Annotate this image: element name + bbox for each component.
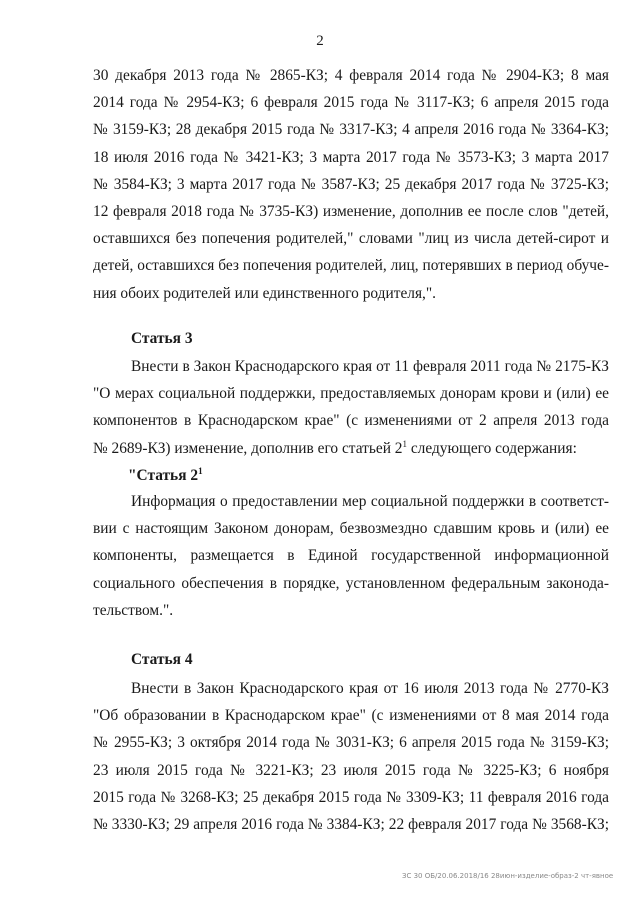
text-line: "О мерах социальной поддержки, предоставляемых донорам крови и (или) ее [93,385,609,403]
page-number: 2 [316,33,324,49]
sub-article-paragraph [93,488,609,624]
text-line: тельством.". [93,601,174,619]
text-line [93,435,609,462]
text-line: компоненты, размещается в Единой государственной информационной [93,547,609,565]
text-line: № 3584-КЗ; 3 марта 2017 года № 3587-КЗ; 25 декабря 2017 года № 3725-КЗ; [93,175,609,193]
text-line: Внести в Закон Краснодарского края от 16 июля 2013 года № 2770-КЗ [131,680,609,697]
text-fragment: № 2689-КЗ) изменение, дополнив его статьей 2 [93,439,403,457]
text-fragment: следующего содержания: [406,439,577,457]
text-line: детей, оставшихся без попечения родителей, лиц, потерявших в период обуче- [93,257,609,275]
text-line: Информация о предоставлении мер социальной поддержки в соответст- [131,493,609,510]
document-footer: ЗС 30 ОБ/20.06.2018/16 28июн-изделие-образ-2 чт-явное [402,872,614,880]
article-3-heading: Статья 3 [131,330,193,347]
superscript: 1 [402,438,407,449]
text-line: 2015 года № 3268-КЗ; 25 декабря 2015 года № 3309-КЗ; 11 февраля 2016 года [93,788,609,806]
article-4-heading: Статья 4 [131,651,193,668]
text-line: 18 июля 2016 года № 3421-КЗ; 3 марта 2017 года № 3573-КЗ; 3 марта 2017 [93,148,609,166]
text-line: социального обеспечения в порядке, установленном федеральным законода- [93,574,609,592]
sub-article-heading-text: "Статья 2 [128,467,199,484]
superscript: 1 [198,466,203,476]
text-line: оставшихся без попечения родителей," словами "лиц из числа детей-сирот и [93,230,609,248]
intro-paragraph [93,62,609,307]
text-line: № 2955-КЗ; 3 октября 2014 года № 3031-КЗ; 6 апреля 2015 года № 3159-КЗ; [93,734,609,752]
text-line: компонентов в Краснодарском крае" (с изменениями от 2 апреля 2013 года [93,412,609,430]
article-4-paragraph [93,675,609,838]
text-line: 23 июля 2015 года № 3221-КЗ; 23 июля 2015 года № 3225-КЗ; 6 ноября [93,761,609,779]
text-line: № 3159-КЗ; 28 декабря 2015 года № 3317-КЗ; 4 апреля 2016 года № 3364-КЗ; [93,121,609,139]
sub-article-heading [128,467,203,485]
text-line: "Об образовании в Краснодарском крае" (с изменениями от 8 мая 2014 года [93,707,609,725]
article-3-paragraph [93,353,609,462]
text-line: 30 декабря 2013 года № 2865-КЗ; 4 февраля 2014 года № 2904-КЗ; 8 мая [93,67,609,84]
text-line: 2014 года № 2954-КЗ; 6 февраля 2015 года № 3117-КЗ; 6 апреля 2015 года [93,94,609,112]
text-line: Внести в Закон Краснодарского края от 11 февраля 2011 года № 2175-КЗ [131,358,609,375]
text-line: 12 февраля 2018 года № 3735-КЗ) изменение, дополнив ее после слов "детей, [93,202,609,220]
text-line: ния обоих родителей или единственного родителя,". [93,284,437,302]
text-line: № 3330-КЗ; 29 апреля 2016 года № 3384-КЗ; 22 февраля 2017 года № 3568-КЗ; [93,815,609,833]
text-line: вии с настоящим Законом донорам, безвозмездно сдавшим кровь и (или) ее [93,520,609,538]
